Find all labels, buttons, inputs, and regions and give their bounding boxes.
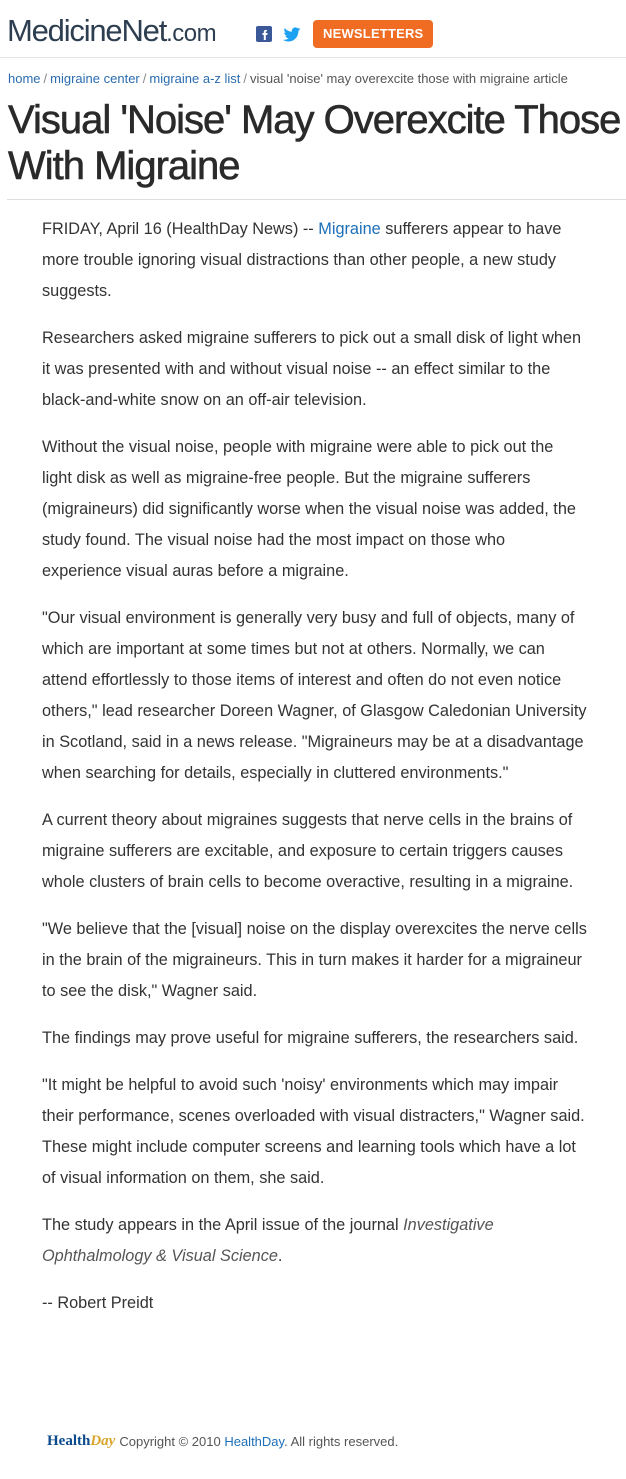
facebook-icon[interactable] <box>254 24 274 44</box>
healthday-logo-health: Health <box>47 1433 91 1449</box>
paragraph-4: "Our visual environment is generally very busy and full of objects, many of which are important at some times but not at others. Normally, we can attend effortlessly to those items of interest and often do not even notice others," lead researcher Doreen Wagner, of Glasgow Caledonian University in Scotland, said in a news release. "Migraineurs may be at a disadvantage when searching for details, especially in cluttered environments." <box>42 609 587 782</box>
p1-prefix: FRIDAY, April 16 (HealthDay News) -- <box>42 220 319 238</box>
paragraph-7: The findings may prove useful for migraine sufferers, the researchers said. <box>42 1029 579 1047</box>
twitter-icon[interactable] <box>282 24 302 44</box>
breadcrumb-separator: / <box>43 71 48 86</box>
paragraph-3: Without the visual noise, people with migraine were able to pick out the light disk as well as migraine-free people. But the migraine sufferers (migraineurs) did significantly worse when the visual noise was added, the study found. The visual noise had the most impact on those who experience visual auras before a migraine. <box>42 438 576 580</box>
logo-main: MedicineNet <box>7 13 167 48</box>
medicinenet-logo[interactable] <box>7 12 216 53</box>
healthday-logo[interactable] <box>47 1433 115 1450</box>
healthday-logo-day: Day <box>90 1433 116 1449</box>
p1-suffix: sufferers appear to have more trouble ignoring visual distractions than other people, a new study suggests. <box>42 220 562 300</box>
copyright-prefix: Copyright © 2010 <box>119 1434 225 1449</box>
article-title: Visual 'Noise' May Overexcite Those With Migraine <box>8 98 621 188</box>
breadcrumb-separator: / <box>142 71 147 86</box>
copyright-text <box>119 1434 398 1449</box>
social-links <box>254 24 302 44</box>
paragraph-2: Researchers asked migraine sufferers to pick out a small disk of light when it was presented with and without visual noise -- an effect similar to the black-and-white snow on an off-air television. <box>42 329 582 409</box>
logo-suffix: .com <box>166 20 217 47</box>
copyright-footer <box>47 1433 398 1450</box>
migraine-link[interactable]: Migraine <box>318 220 381 238</box>
paragraph-8: "It might be helpful to avoid such 'noisy' environments which may impair their performance, scenes overloaded with visual distracters," Wagner said. These might include computer screens and learning tools which have a lot of visual information on them, she said. <box>42 1076 585 1187</box>
breadcrumb-home[interactable]: home <box>8 71 41 86</box>
title-divider <box>7 199 626 200</box>
byline: -- Robert Preidt <box>42 1294 154 1312</box>
breadcrumb-migraine-az[interactable]: migraine a-z list <box>149 71 241 86</box>
journal-name: Investigative Ophthalmology & Visual Science <box>42 1216 494 1265</box>
newsletters-button[interactable]: NEWSLETTERS <box>313 20 433 48</box>
p9-suffix: . <box>277 1247 283 1265</box>
paragraph-9 <box>42 1210 587 1272</box>
breadcrumb-separator: / <box>243 71 248 86</box>
site-header <box>0 0 626 58</box>
article-body <box>42 214 587 1335</box>
breadcrumb-migraine-center[interactable]: migraine center <box>50 71 140 86</box>
paragraph-1 <box>42 214 587 307</box>
breadcrumb <box>8 70 568 88</box>
paragraph-6: "We believe that the [visual] noise on the display overexcites the nerve cells in the brain of the migraineurs. This in turn makes it harder for a migraineur to see the disk," Wagner said. <box>42 920 587 1000</box>
paragraph-5: A current theory about migraines suggests that nerve cells in the brains of migraine sufferers are excitable, and exposure to certain triggers causes whole clusters of brain cells to become overactive, resulting in a migraine. <box>42 811 574 891</box>
breadcrumb-current: visual 'noise' may overexcite those with migraine article <box>250 71 568 86</box>
p9-prefix: The study appears in the April issue of the journal <box>42 1216 404 1234</box>
healthday-link[interactable]: HealthDay <box>224 1434 285 1449</box>
copyright-suffix: . All rights reserved. <box>284 1434 399 1449</box>
